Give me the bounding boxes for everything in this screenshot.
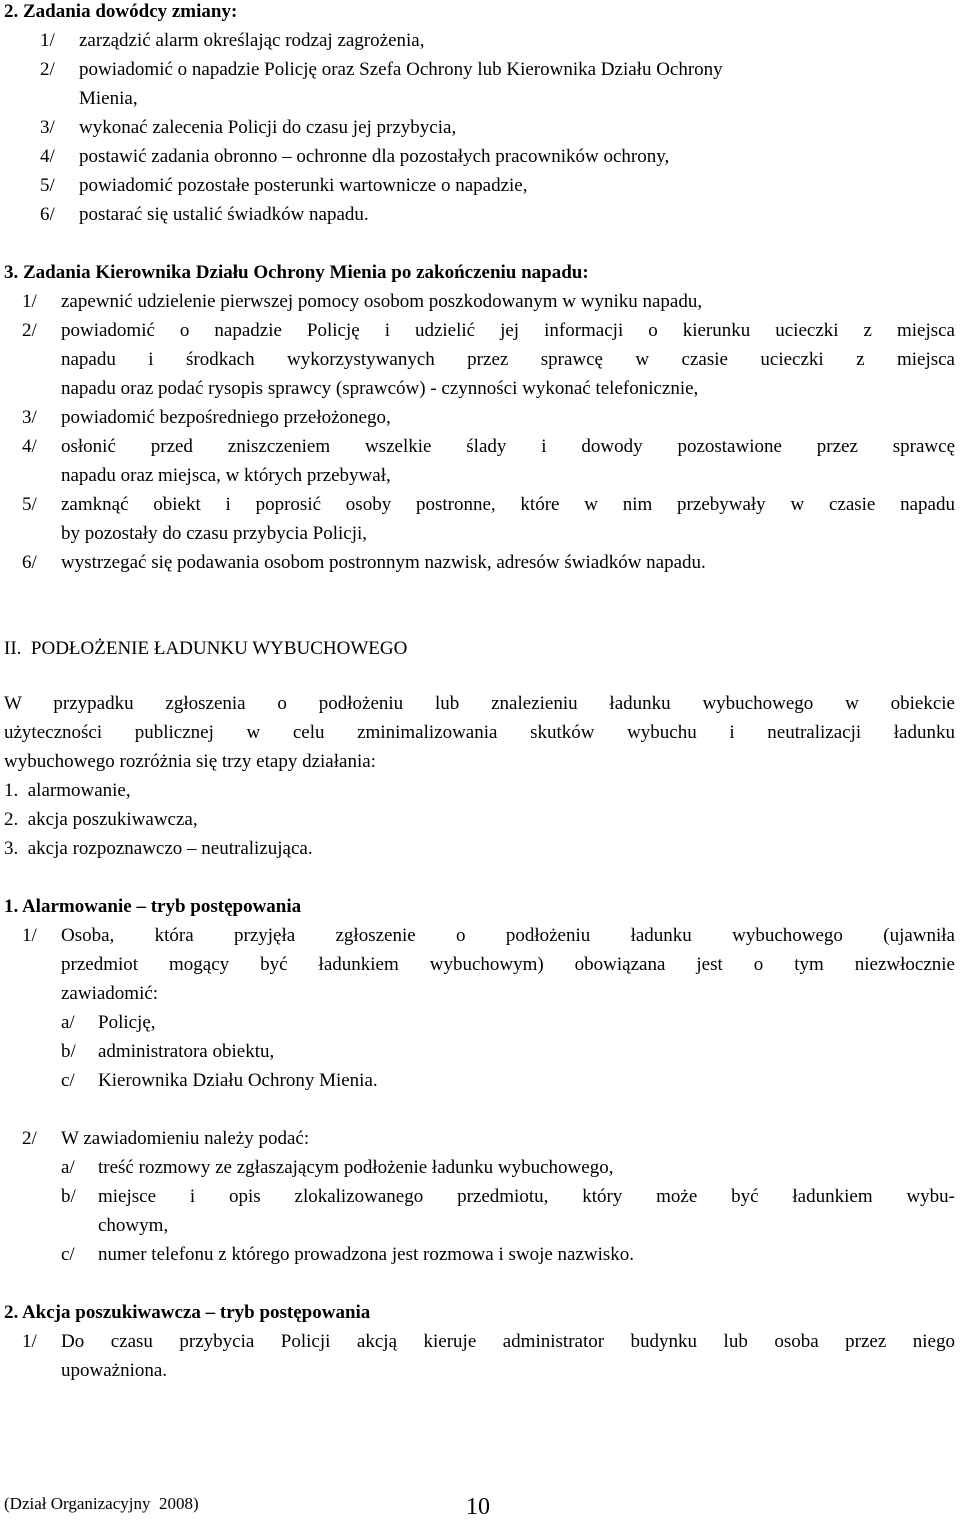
list-item-text: zapewnić udzielenie pierwszej pomocy osobom poszkodowanym w wyniku napadu, (61, 291, 703, 312)
list-number: 6/ (40, 204, 55, 225)
list-item-text: by pozostały do czasu przybycia Policji, (61, 523, 368, 544)
list-item-text: zarządzić alarm określając rodzaj zagrożenia, (79, 30, 425, 51)
list-number: 6/ (22, 552, 37, 573)
list-number: 4/ (22, 436, 37, 457)
list-item-text: Mienia, (79, 88, 138, 109)
list-number: 1/ (22, 291, 37, 312)
footer-source: (Dział Organizacyjny 2008) (4, 1494, 199, 1513)
sub-list-text: administratora obiektu, (98, 1041, 275, 1062)
sub-list-text: Policję, (98, 1012, 156, 1033)
list-item-text: postarać się ustalić świadków napadu. (79, 204, 369, 225)
paragraph-line: użyteczności publicznej w celu zminimalizowania skutków wybuchu i neutralizacji ładunku (4, 722, 955, 743)
list-item-text: przedmiot mogący być ładunkiem wybuchowym) obowiązana jest o tym niezwłocznie (61, 954, 955, 975)
list-number: 3/ (40, 117, 55, 138)
sub-list-letter: a/ (61, 1157, 75, 1178)
list-item-text: powiadomić o napadzie Policję oraz Szefa Ochrony lub Kierownika Działu Ochrony (79, 59, 723, 80)
list-item-text: powiadomić bezpośredniego przełożonego, (61, 407, 391, 428)
list-item-text: postawić zadania obronno – ochronne dla pozostałych pracowników ochrony, (79, 146, 670, 167)
paragraph-line: wybuchowego rozróżnia się trzy etapy działania: (4, 751, 376, 772)
part-heading: II. PODŁOŻENIE ŁADUNKU WYBUCHOWEGO (4, 638, 408, 659)
list-number: 4/ (40, 146, 55, 167)
list-item-text: napadu i środkach wykorzystywanych przez sprawcę w czasie ucieczki z miejsca (61, 349, 955, 370)
subsection-heading: 2. Akcja poszukiwawcza – tryb postępowania (4, 1302, 371, 1323)
sub-list-text: Kierownika Działu Ochrony Mienia. (98, 1070, 378, 1091)
list-item-text: osłonić przed zniszczeniem wszelkie ślady i dowody pozostawione przez sprawcę (61, 436, 955, 457)
list-item-text: zawiadomić: (61, 983, 159, 1004)
list-number: 5/ (22, 494, 37, 515)
section-heading: 3. Zadania Kierownika Działu Ochrony Mienia po zakończeniu napadu: (4, 262, 589, 283)
list-item-text: wykonać zalecenia Policji do czasu jej przybycia, (79, 117, 457, 138)
sub-list-text: numer telefonu z którego prowadzona jest rozmowa i swoje nazwisko. (98, 1244, 635, 1265)
sub-list-text: miejsce i opis zlokalizowanego przedmiotu, który może być ładunkiem wybu- (98, 1186, 955, 1207)
sub-list-letter: c/ (61, 1070, 75, 1091)
page-number: 10 (466, 1494, 490, 1520)
list-number: 3/ (22, 407, 37, 428)
stage-item: 1. alarmowanie, (4, 780, 131, 801)
list-number: 5/ (40, 175, 55, 196)
list-number: 2/ (40, 59, 55, 80)
list-item-text: upoważniona. (61, 1360, 168, 1381)
list-number: 1/ (22, 925, 37, 946)
list-item-text: zamknąć obiekt i poprosić osoby postronne, które w nim przebywały w czasie napadu (61, 494, 955, 515)
list-number: 2/ (22, 320, 37, 341)
list-item-text: W zawiadomieniu należy podać: (61, 1128, 310, 1149)
sub-list-letter: c/ (61, 1244, 75, 1265)
section-heading: 2. Zadania dowódcy zmiany: (4, 1, 238, 22)
list-item-text: wystrzegać się podawania osobom postronnym nazwisk, adresów świadków napadu. (61, 552, 706, 573)
stage-item: 3. akcja rozpoznawczo – neutralizująca. (4, 838, 313, 859)
list-item-text: powiadomić pozostałe posterunki wartownicze o napadzie, (79, 175, 528, 196)
list-item-text: napadu oraz miejsca, w których przebywał, (61, 465, 391, 486)
list-item-text: powiadomić o napadzie Policję i udzielić jej informacji o kierunku ucieczki z miejsca (61, 320, 955, 341)
subsection-heading: 1. Alarmowanie – tryb postępowania (4, 896, 302, 917)
list-number: 1/ (22, 1331, 37, 1352)
sub-list-text: treść rozmowy ze zgłaszającym podłożenie ładunku wybuchowego, (98, 1157, 614, 1178)
sub-list-letter: b/ (61, 1186, 76, 1207)
sub-list-letter: b/ (61, 1041, 76, 1062)
stage-item: 2. akcja poszukiwawcza, (4, 809, 198, 830)
list-item-text: napadu oraz podać rysopis sprawcy (sprawców) - czynności wykonać telefonicznie, (61, 378, 699, 399)
paragraph-line: W przypadku zgłoszenia o podłożeniu lub znalezieniu ładunku wybuchowego w obiekcie (4, 693, 955, 714)
sub-list-text: chowym, (98, 1215, 169, 1236)
list-item-text: Osoba, która przyjęła zgłoszenie o podłożeniu ładunku wybuchowego (ujawniła (61, 925, 955, 946)
list-number: 1/ (40, 30, 55, 51)
list-number: 2/ (22, 1128, 37, 1149)
list-item-text: Do czasu przybycia Policji akcją kieruje administrator budynku lub osoba przez niego (61, 1331, 955, 1352)
sub-list-letter: a/ (61, 1012, 75, 1033)
